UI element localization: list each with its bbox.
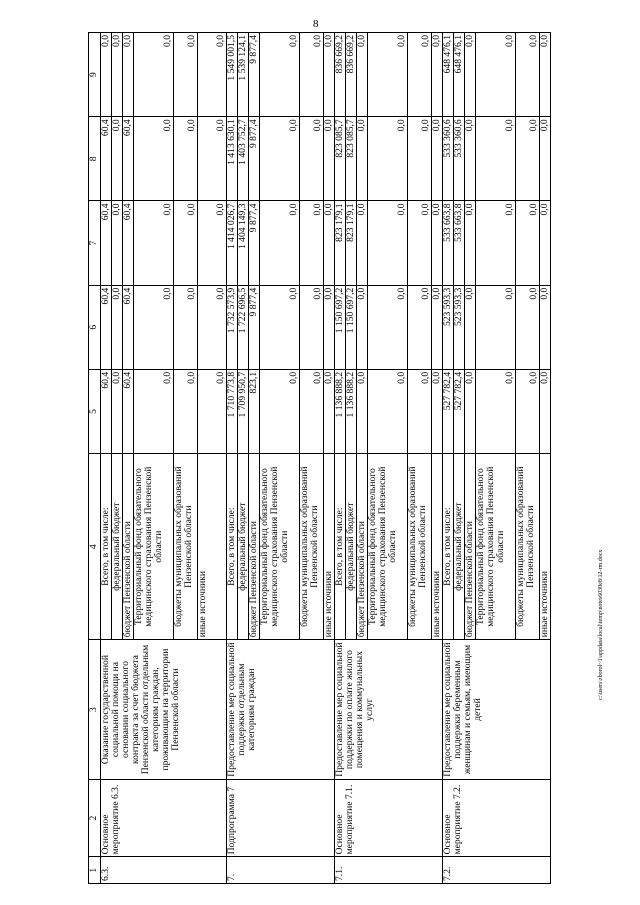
value-cell: 0,0 bbox=[134, 117, 174, 201]
value-cell: 1 404 149,3 bbox=[238, 201, 249, 285]
value-cell: 0,0 bbox=[357, 33, 368, 117]
row-type: Основное мероприятие 7.2. bbox=[443, 779, 551, 857]
value-cell: 60,4 bbox=[123, 201, 134, 285]
value-cell: 1 403 752,7 bbox=[238, 117, 249, 201]
value-cell: 0,0 bbox=[357, 117, 368, 201]
value-cell: 0,0 bbox=[300, 33, 324, 117]
source-label: Территориальный фонд обязательного медицинского страхования Пензенской области bbox=[476, 454, 516, 640]
source-label: Всего, в том числе: bbox=[335, 454, 346, 640]
value-cell: 1 413 630,1 bbox=[227, 117, 238, 201]
value-cell: 0,0 bbox=[368, 117, 408, 201]
source-label: бюджет Пензенской области bbox=[249, 454, 260, 640]
header-cell: 7 bbox=[89, 201, 101, 285]
value-cell: 0,0 bbox=[174, 285, 198, 369]
value-cell: 0,0 bbox=[300, 285, 324, 369]
value-cell: 0,0 bbox=[260, 33, 300, 117]
table-row bbox=[335, 33, 346, 884]
value-cell: 0,0 bbox=[368, 285, 408, 369]
value-cell: 60,4 bbox=[101, 285, 112, 369]
value-cell: 0,0 bbox=[408, 369, 432, 453]
value-cell: 0,0 bbox=[174, 369, 198, 453]
source-label: федеральный бюджет bbox=[238, 454, 249, 640]
header-cell: 3 bbox=[89, 640, 101, 780]
source-label: иные источники bbox=[198, 454, 227, 640]
header-cell: 2 bbox=[89, 779, 101, 857]
value-cell: 0,0 bbox=[516, 201, 540, 285]
value-cell: 0,0 bbox=[300, 201, 324, 285]
value-cell: 0,0 bbox=[432, 117, 443, 201]
value-cell: 0,0 bbox=[465, 117, 476, 201]
value-cell: 0,0 bbox=[260, 117, 300, 201]
value-cell: 0,0 bbox=[174, 33, 198, 117]
source-label: Всего, в том числе: bbox=[227, 454, 238, 640]
table-row bbox=[227, 33, 238, 884]
value-cell: 533 360,6 bbox=[454, 117, 465, 201]
value-cell: 823 179,1 bbox=[335, 201, 346, 285]
value-cell: 0,0 bbox=[101, 33, 112, 117]
value-cell: 1 549 001,5 bbox=[227, 33, 238, 117]
value-cell: 0,0 bbox=[368, 369, 408, 453]
source-label: бюджеты муниципальных образований Пензенской области bbox=[174, 454, 198, 640]
value-cell: 0,0 bbox=[357, 285, 368, 369]
source-label: бюджет Пензенской области bbox=[465, 454, 476, 640]
header-row bbox=[89, 33, 101, 884]
value-cell: 823 085,7 bbox=[335, 117, 346, 201]
value-cell: 0,0 bbox=[324, 285, 335, 369]
value-cell: 648 476,1 bbox=[454, 33, 465, 117]
value-cell: 0,0 bbox=[174, 201, 198, 285]
source-label: бюджеты муниципальных образований Пензенской области bbox=[300, 454, 324, 640]
value-cell: 0,0 bbox=[198, 285, 227, 369]
value-cell: 0,0 bbox=[465, 33, 476, 117]
value-cell: 0,0 bbox=[465, 201, 476, 285]
source-label: иные источники bbox=[432, 454, 443, 640]
value-cell: 0,0 bbox=[476, 33, 516, 117]
value-cell: 0,0 bbox=[432, 33, 443, 117]
row-num: 7. bbox=[227, 857, 335, 884]
value-cell: 1 150 697,2 bbox=[335, 285, 346, 369]
value-cell: 0,0 bbox=[198, 33, 227, 117]
value-cell: 0,0 bbox=[516, 117, 540, 201]
value-cell: 0,0 bbox=[123, 33, 134, 117]
value-cell: 648 476,1 bbox=[443, 33, 454, 117]
value-cell: 0,0 bbox=[540, 369, 551, 453]
source-label: федеральный бюджет bbox=[346, 454, 357, 640]
row-name: Предоставление мер социальной поддержки беременным женщинам и семьям, имеющим детей bbox=[443, 640, 551, 780]
value-cell: 0,0 bbox=[432, 285, 443, 369]
row-num: 7.1. bbox=[335, 857, 443, 884]
value-cell: 0,0 bbox=[112, 369, 123, 453]
value-cell: 0,0 bbox=[357, 201, 368, 285]
value-cell: 0,0 bbox=[198, 201, 227, 285]
value-cell: 0,0 bbox=[368, 201, 408, 285]
value-cell: 0,0 bbox=[134, 201, 174, 285]
header-cell: 1 bbox=[89, 857, 101, 884]
value-cell: 1 150 697,2 bbox=[346, 285, 357, 369]
value-cell: 1 722 696,5 bbox=[238, 285, 249, 369]
value-cell: 0,0 bbox=[408, 117, 432, 201]
source-label: Всего, в том числе: bbox=[101, 454, 112, 640]
value-cell: 0,0 bbox=[134, 33, 174, 117]
value-cell: 0,0 bbox=[368, 33, 408, 117]
value-cell: 0,0 bbox=[465, 285, 476, 369]
value-cell: 0,0 bbox=[516, 369, 540, 453]
value-cell: 60,4 bbox=[123, 369, 134, 453]
value-cell: 0,0 bbox=[408, 33, 432, 117]
value-cell: 0,0 bbox=[476, 369, 516, 453]
value-cell: 0,0 bbox=[432, 201, 443, 285]
value-cell: 0,0 bbox=[174, 117, 198, 201]
header-cell: 9 bbox=[89, 33, 101, 117]
header-cell: 5 bbox=[89, 369, 101, 453]
value-cell: 60,4 bbox=[123, 117, 134, 201]
value-cell: 9 877,4 bbox=[249, 285, 260, 369]
value-cell: 0,0 bbox=[324, 369, 335, 453]
table-row bbox=[101, 33, 112, 884]
value-cell: 823,1 bbox=[249, 369, 260, 453]
rotated-table-container bbox=[88, 32, 614, 884]
value-cell: 0,0 bbox=[300, 369, 324, 453]
program-finance-table bbox=[88, 32, 551, 884]
value-cell: 0,0 bbox=[516, 33, 540, 117]
source-label: бюджет Пензенской области bbox=[357, 454, 368, 640]
value-cell: 0,0 bbox=[476, 117, 516, 201]
source-label: Территориальный фонд обязательного медицинского страхования Пензенской области bbox=[368, 454, 408, 640]
value-cell: 533 663,8 bbox=[443, 201, 454, 285]
value-cell: 60,4 bbox=[101, 117, 112, 201]
value-cell: 0,0 bbox=[540, 33, 551, 117]
value-cell: 0,0 bbox=[408, 285, 432, 369]
value-cell: 836 669,2 bbox=[346, 33, 357, 117]
source-label: бюджет Пензенской области bbox=[123, 454, 134, 640]
value-cell: 0,0 bbox=[112, 33, 123, 117]
row-type: Подпрограмма 7 bbox=[227, 779, 335, 857]
value-cell: 0,0 bbox=[540, 201, 551, 285]
value-cell: 0,0 bbox=[260, 201, 300, 285]
value-cell: 0,0 bbox=[260, 369, 300, 453]
value-cell: 1 539 124,1 bbox=[238, 33, 249, 117]
header-cell: 6 bbox=[89, 285, 101, 369]
value-cell: 0,0 bbox=[112, 117, 123, 201]
source-label: иные источники bbox=[324, 454, 335, 640]
value-cell: 0,0 bbox=[476, 201, 516, 285]
value-cell: 1 136 888,2 bbox=[346, 369, 357, 453]
file-path-footer: c:\users\zborol~1\appdata\local\temp\notes6030e8\12-rm.docx bbox=[598, 549, 604, 700]
value-cell: 533 360,6 bbox=[443, 117, 454, 201]
value-cell: 0,0 bbox=[540, 117, 551, 201]
row-num: 6.3. bbox=[101, 857, 227, 884]
row-name: Предоставление мер социальной поддержки по оплате жилого помещения и коммунальных услуг bbox=[335, 640, 443, 780]
value-cell: 0,0 bbox=[134, 285, 174, 369]
table-row bbox=[443, 33, 454, 884]
value-cell: 1 136 888,2 bbox=[335, 369, 346, 453]
header-cell: 8 bbox=[89, 117, 101, 201]
value-cell: 0,0 bbox=[324, 33, 335, 117]
row-name: Предоставление мер социальной поддержки отдельным категориям граждан bbox=[227, 640, 335, 780]
value-cell: 523 593,3 bbox=[454, 285, 465, 369]
value-cell: 533 663,8 bbox=[454, 201, 465, 285]
value-cell: 527 782,4 bbox=[443, 369, 454, 453]
value-cell: 0,0 bbox=[112, 201, 123, 285]
source-label: бюджеты муниципальных образований Пензенской области bbox=[408, 454, 432, 640]
value-cell: 0,0 bbox=[300, 117, 324, 201]
value-cell: 0,0 bbox=[408, 201, 432, 285]
value-cell: 0,0 bbox=[516, 285, 540, 369]
value-cell: 0,0 bbox=[432, 369, 443, 453]
row-name: Оказание государственной социальной помощи на основании социального контракта за счет бюджета Пензенской области отдельным категориям граждан, проживающим на территории Пензенской области bbox=[101, 640, 227, 780]
header-cell: 4 bbox=[89, 454, 101, 640]
value-cell: 9 877,4 bbox=[249, 117, 260, 201]
value-cell: 0,0 bbox=[198, 117, 227, 201]
source-label: федеральный бюджет bbox=[454, 454, 465, 640]
value-cell: 0,0 bbox=[476, 285, 516, 369]
source-label: Территориальный фонд обязательного медицинского страхования Пензенской области bbox=[260, 454, 300, 640]
value-cell: 0,0 bbox=[324, 201, 335, 285]
value-cell: 823 179,1 bbox=[346, 201, 357, 285]
value-cell: 0,0 bbox=[357, 369, 368, 453]
value-cell: 60,4 bbox=[123, 285, 134, 369]
value-cell: 1 414 026,7 bbox=[227, 201, 238, 285]
page-number: 8 bbox=[313, 18, 319, 30]
source-label: бюджеты муниципальных образований Пензенской области bbox=[516, 454, 540, 640]
value-cell: 60,4 bbox=[101, 201, 112, 285]
source-label: Территориальный фонд обязательного медицинского страхования Пензенской области bbox=[134, 454, 174, 640]
value-cell: 9 877,4 bbox=[249, 201, 260, 285]
value-cell: 523 593,3 bbox=[443, 285, 454, 369]
value-cell: 823 085,7 bbox=[346, 117, 357, 201]
value-cell: 0,0 bbox=[198, 369, 227, 453]
row-type: Основное мероприятие 6.3. bbox=[101, 779, 227, 857]
source-label: федеральный бюджет bbox=[112, 454, 123, 640]
value-cell: 9 877,4 bbox=[249, 33, 260, 117]
value-cell: 60,4 bbox=[101, 369, 112, 453]
value-cell: 1 732 573,9 bbox=[227, 285, 238, 369]
row-type: Основное мероприятие 7.1. bbox=[335, 779, 443, 857]
value-cell: 527 782,4 bbox=[454, 369, 465, 453]
source-label: Всего, в том числе: bbox=[443, 454, 454, 640]
source-label: иные источники bbox=[540, 454, 551, 640]
value-cell: 0,0 bbox=[260, 285, 300, 369]
value-cell: 0,0 bbox=[540, 285, 551, 369]
value-cell: 0,0 bbox=[112, 285, 123, 369]
value-cell: 1 709 950,7 bbox=[238, 369, 249, 453]
row-num: 7.2. bbox=[443, 857, 551, 884]
value-cell: 1 710 773,8 bbox=[227, 369, 238, 453]
value-cell: 836 669,2 bbox=[335, 33, 346, 117]
value-cell: 0,0 bbox=[465, 369, 476, 453]
value-cell: 0,0 bbox=[134, 369, 174, 453]
value-cell: 0,0 bbox=[324, 117, 335, 201]
